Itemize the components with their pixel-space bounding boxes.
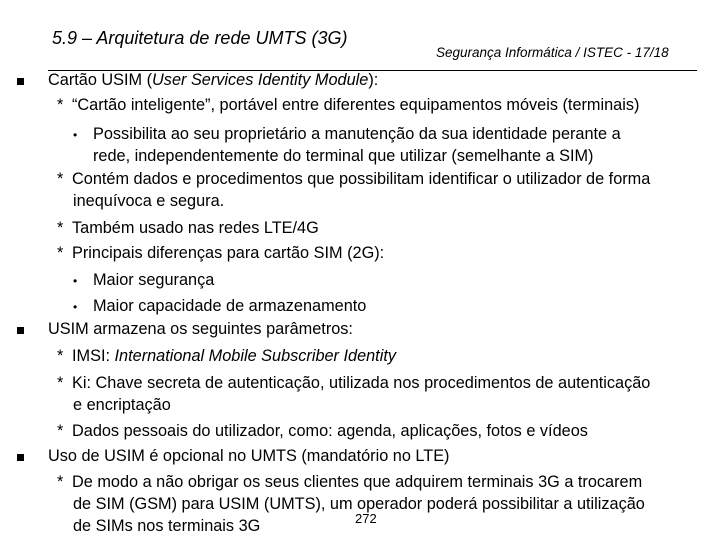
subbullet-personal-data: * Dados pessoais do utilizador, como: agenda, aplicações, fotos e vídeos bbox=[57, 422, 588, 440]
subbullet-differences: * Principais diferenças para cartão SIM (2G): bbox=[57, 244, 385, 262]
subbullet-imsi: * IMSI: International Mobile Subscriber Identity bbox=[57, 347, 396, 365]
asterisk-bullet-icon: * bbox=[57, 422, 64, 440]
dot-bullet-icon: • bbox=[73, 128, 78, 142]
asterisk-bullet-icon: * bbox=[57, 473, 64, 491]
square-bullet-icon bbox=[17, 327, 24, 334]
subbullet-ki: * Ki: Chave secreta de autenticação, utilizada nos procedimentos de autenticação bbox=[57, 374, 651, 392]
asterisk-bullet-icon: * bbox=[57, 244, 64, 262]
dot-bullet-icon: • bbox=[73, 300, 78, 314]
slide-title: 5.9 – Arquitetura de rede UMTS (3G) bbox=[52, 28, 348, 48]
asterisk-bullet-icon: * bbox=[57, 374, 64, 392]
dot-bullet-icon: • bbox=[73, 274, 78, 288]
course-subtitle: Segurança Informática / ISTEC - 17/18 bbox=[436, 45, 669, 60]
asterisk-bullet-icon: * bbox=[57, 347, 64, 365]
subbullet-smart-card: * “Cartão inteligente”, portável entre diferentes equipamentos móveis (terminais) bbox=[57, 96, 640, 114]
subbullet-contains-data-cont: inequívoca e segura. bbox=[73, 192, 225, 210]
subsubbullet-storage: • Maior capacidade de armazenamento bbox=[73, 297, 367, 315]
subbullet-lte: * Também usado nas redes LTE/4G bbox=[57, 219, 319, 237]
square-bullet-icon bbox=[17, 454, 24, 461]
subbullet-customers: * De modo a não obrigar os seus clientes que adquirem terminais 3G a trocarem bbox=[57, 473, 643, 491]
subsubbullet-identity-cont: rede, independentemente do terminal que utilizar (semelhante a SIM) bbox=[93, 147, 594, 165]
subbullet-contains-data: * Contém dados e procedimentos que possibilitam identificar o utilizador de forma bbox=[57, 170, 651, 188]
page-number: 272 bbox=[355, 511, 377, 526]
subbullet-customers-cont: de SIM (GSM) para USIM (UMTS), um operador poderá possibilitar a utilização bbox=[73, 495, 645, 513]
subsubbullet-security: • Maior segurança bbox=[73, 271, 215, 289]
subsubbullet-identity: • Possibilita ao seu proprietário a manutenção da sua identidade perante a bbox=[73, 125, 621, 143]
square-bullet-icon bbox=[17, 78, 24, 85]
subbullet-customers-cont2: de SIMs nos terminais 3G bbox=[73, 517, 261, 535]
bullet-usim-parameters: USIM armazena os seguintes parâmetros: bbox=[48, 320, 353, 338]
asterisk-bullet-icon: * bbox=[57, 96, 64, 114]
subbullet-ki-cont: e encriptação bbox=[73, 396, 171, 414]
bullet-usim-card: Cartão USIM (User Services Identity Module): bbox=[48, 71, 379, 89]
bullet-usim-optional: Uso de USIM é opcional no UMTS (mandatório no LTE) bbox=[48, 447, 450, 465]
asterisk-bullet-icon: * bbox=[57, 170, 64, 188]
asterisk-bullet-icon: * bbox=[57, 219, 64, 237]
